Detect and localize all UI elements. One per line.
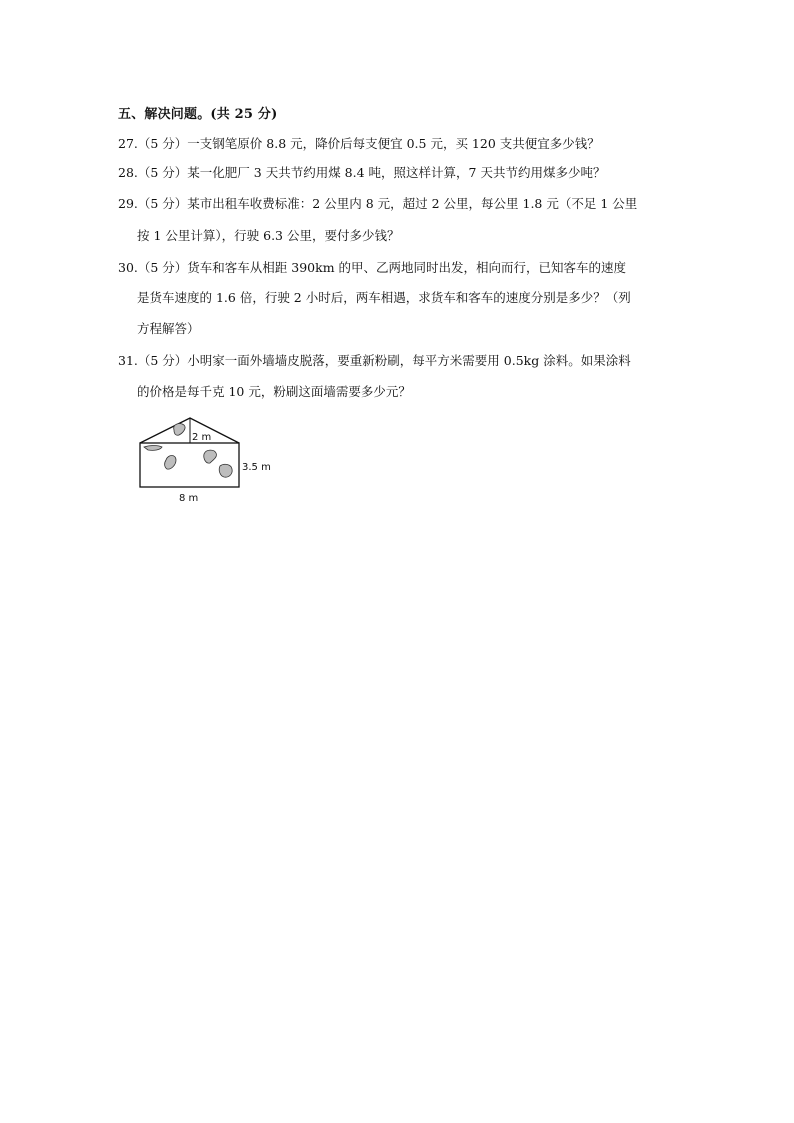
question-29-line-2: 按 1 公里计算），行驶 6.3 公里，要付多少钱？ (137, 228, 400, 243)
question-31-line-2: 的价格是每千克 10 元，粉刷这面墙需要多少元？ (137, 384, 411, 399)
question-30-line-3: 方程解答） (137, 321, 200, 336)
peeled-patch (204, 450, 217, 463)
question-30-line-2: 是货车速度的 1.6 倍，行驶 2 小时后，两车相遇，求货车和客车的速度分别是多少？（列 (137, 290, 631, 305)
base-label: 8 m (179, 493, 199, 504)
peeled-patch (219, 464, 232, 477)
section-title: 五、解决问题。(共 25 分) (118, 107, 278, 122)
question-30-line-1: 30.（5 分）货车和客车从相距 390km 的甲、乙两地同时出发，相向而行，已知客车的速度 (118, 260, 627, 275)
question-31-line-1: 31.（5 分）小明家一面外墙墙皮脱落，要重新粉刷，每平方米需要用 0.5kg 涂料。如果涂料 (118, 353, 631, 368)
side-label: 3.5 m (242, 462, 271, 473)
peeled-patch (144, 446, 162, 451)
peeled-patch (174, 424, 185, 436)
height-label: 2 m (192, 432, 212, 443)
peeled-patch (165, 456, 176, 470)
question-27-line-1: 27.（5 分）一支钢笔原价 8.8 元，降价后每支便宜 0.5 元，买 120 支共便宜多少钱？ (118, 136, 600, 151)
wall-figure (136, 414, 286, 509)
question-29-line-1: 29.（5 分）某市出租车收费标准：2 公里内 8 元，超过 2 公里，每公里 1.8 元（不足 1 公里 (118, 196, 638, 211)
question-28-line-1: 28.（5 分）某一化肥厂 3 天共节约用煤 8.4 吨，照这样计算，7 天共节约用煤多少吨？ (118, 165, 606, 180)
